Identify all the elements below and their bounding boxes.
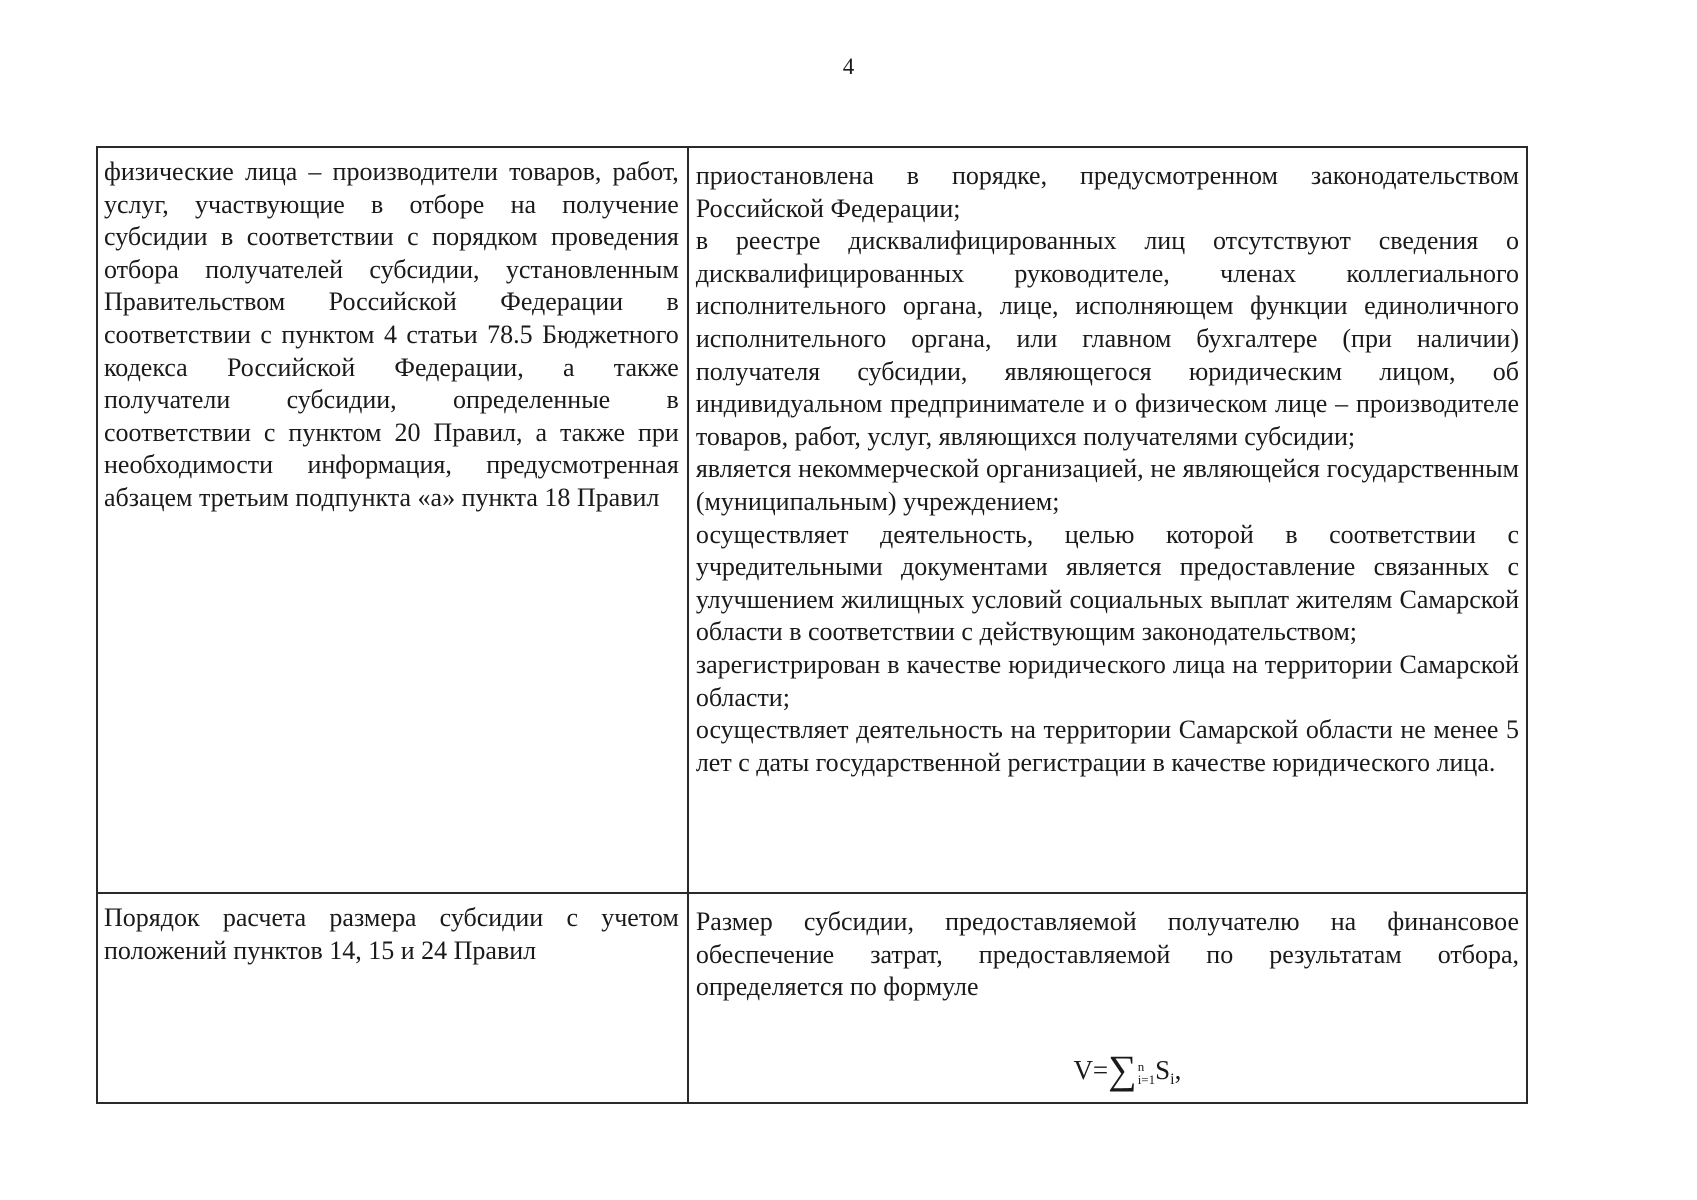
- sum-limits: [1138, 1060, 1155, 1086]
- formula-term: S: [1155, 1054, 1171, 1085]
- table-cell-left: [97, 147, 688, 893]
- table-cell-right: [688, 147, 1527, 893]
- paragraph: осуществляет деятельность на территории Самарской области не менее 5 лет с даты государственной регистрации в качестве юридического лица.: [695, 715, 1519, 777]
- table-row: [97, 893, 1527, 1103]
- page-number: 4: [842, 54, 855, 79]
- paragraph: зарегистрирован в качестве юридического лица на территории Самарской области;: [695, 649, 1519, 712]
- paragraph: в реестре дисквалифицированных лиц отсутствуют сведения о дисквалифицированных руководителе, членах коллегиального исполнительного органа, лице, исполняющем функции единоличного исполнительного органа, или главном бухгалтере (при наличии) получателя субсидии, являющегося юридическим лицом, об индивидуальном предпринимателе и о физическом лице – производителе товаров, работ, услуг, являющихся получателями субсидии;: [695, 226, 1519, 451]
- table-cell-right: [688, 893, 1527, 1103]
- paragraph: является некоммерческой организацией, не являющейся государственным (муниципальным) учреждением;: [695, 454, 1519, 516]
- upper-limit: n: [1137, 1058, 1145, 1074]
- formula-lhs: V=: [1073, 1054, 1109, 1085]
- paragraph: физические лица – производители товаров, работ, услуг, участвующие в отборе на получение субсидии в соответствии с порядком проведения отбора получателей субсидии, установленным Правительством Российской Федерации в соответствии с пунктом 4 статьи 78.5 Бюджетного кодекса Российской Федерации, а также получатели субсидии, определенные в соответствии с пунктом 20 Правил, а также при необходимости информация, предусмотренная абзацем третьим подпункта «а» пункта 18 Правил: [104, 157, 679, 512]
- formula-subscript: i: [1170, 1070, 1175, 1088]
- table-cell-left: [97, 893, 688, 1103]
- paragraph: Порядок расчета размера субсидии с учетом положений пунктов 14, 15 и 24 Правил: [104, 903, 679, 965]
- formula-trailing: ,: [1174, 1054, 1182, 1085]
- paragraph: приостановлена в порядке, предусмотренном законодательством Российской Федерации;: [695, 161, 1519, 223]
- paragraph: осуществляет деятельность, целью которой в соответствии с учредительными документами является предоставление связанных с улучшением жилищных условий социальных выплат жителям Самарской области в соответствии с действующим законодательством;: [695, 519, 1519, 647]
- subsidy-formula: [696, 1046, 1519, 1097]
- table-row: [97, 147, 1527, 893]
- lower-limit: i=1: [1137, 1071, 1156, 1087]
- paragraph: Размер субсидии, предоставляемой получателю на финансовое обеспечение затрат, предоставляемой по результатам отбора, определяется по формуле: [695, 907, 1519, 1002]
- sum-symbol: ∑: [1108, 1046, 1137, 1092]
- regulation-table: [96, 146, 1528, 1104]
